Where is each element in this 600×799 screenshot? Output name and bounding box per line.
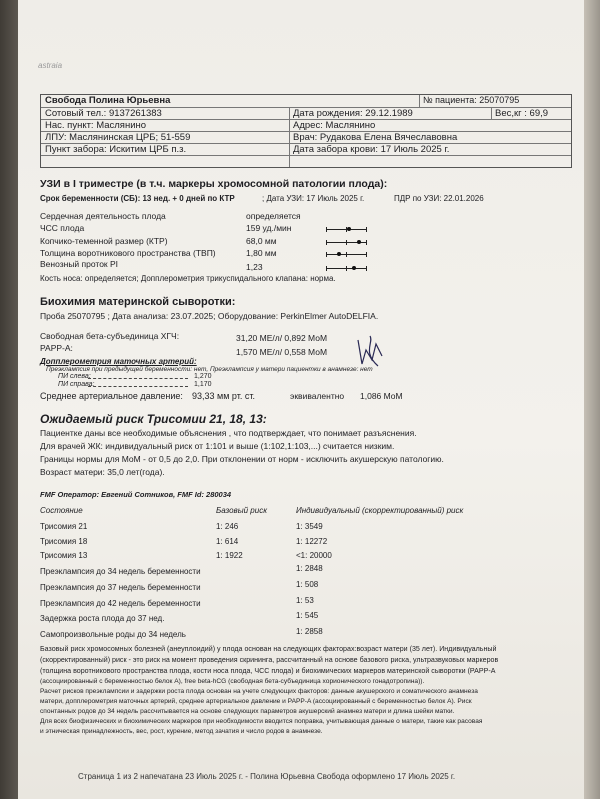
patient-lpu: ЛПУ: Маслянинская ЦРБ; 51-559 bbox=[45, 132, 191, 143]
explanation-line: и этническая принадлежность, вес, рост, курение, метод зачатия и число родов в анамнезе. bbox=[40, 728, 323, 735]
risk-row-ind: 1: 508 bbox=[296, 580, 319, 589]
risk-row-name: Самопроизвольные роды до 34 недель bbox=[40, 630, 186, 639]
risk-row-ind: 1: 2848 bbox=[296, 564, 323, 573]
risk-row-name: Трисомия 21 bbox=[40, 522, 88, 531]
pi-right-value: 1,170 bbox=[194, 381, 212, 388]
risk-row-name: Трисомия 13 bbox=[40, 551, 88, 560]
uzi-row-value: 159 уд./мин bbox=[246, 223, 292, 233]
pi-right-label: ПИ справа: bbox=[58, 381, 95, 388]
uzi-row-label: Венозный проток PI bbox=[40, 259, 119, 269]
sample-point: Пункт забора: Искитим ЦРБ п.з. bbox=[45, 144, 187, 155]
biochem-value: 1,570 МЕ/л/ 0,558 МоМ bbox=[236, 347, 328, 357]
doppler-title: Допплерометрия маточных артерий: bbox=[40, 357, 197, 366]
patient-header-table bbox=[40, 94, 572, 168]
risk-row-base: 1: 1922 bbox=[216, 551, 243, 560]
biochem-label: PAPP-A: bbox=[40, 343, 73, 353]
preeclampsia-history: Преэклампсия при предыдущей беременности: нет, Преэклампсия у матери пациентки в анамнезе: нет bbox=[46, 366, 373, 373]
patient-number: № пациента: 25070795 bbox=[423, 95, 520, 105]
sap-label: Среднее артериальное давление: bbox=[40, 391, 183, 401]
explanation-line: (толщина воротникового пространства плода, кости носа плода, ЧСС плода) и биохимических маркеров материнской сыворотки (PAPP-A bbox=[40, 667, 496, 675]
risk-row-ind: 1: 53 bbox=[296, 596, 314, 605]
pi-left-value: 1,270 bbox=[194, 373, 212, 380]
uzi-row-label: Копчико-теменной размер (КТР) bbox=[40, 236, 168, 246]
patient-name: Свобода Полина Юрьевна bbox=[45, 95, 171, 106]
biochem-value: 31,20 МЕ/л/ 0,892 МоМ bbox=[236, 333, 328, 343]
sap-value: 93,33 мм рт. ст. bbox=[192, 391, 255, 401]
sap-equivalent: эквивалентно bbox=[290, 391, 345, 401]
risk-row-ind: 1: 3549 bbox=[296, 522, 323, 531]
pi-right-scale bbox=[88, 386, 188, 388]
uzi-row-label: Сердечная деятельность плода bbox=[40, 211, 166, 221]
explanation-line: (ассоциированный с беременностью белок А), free beta-hCG (свободная бета-субъединица хорионического гонадотропина)). bbox=[40, 678, 425, 685]
explanation-line: Расчет рисков преэклампсии и задержки роста плода основан на учете следующих факторов: данные акушерского и соматического анамнеза bbox=[40, 688, 478, 695]
patient-doctor: Врач: Рудакова Елена Вячеславовна bbox=[293, 132, 458, 143]
pi-left-scale bbox=[88, 378, 188, 380]
col-state-header: Состояние bbox=[40, 506, 83, 515]
handwritten-signature bbox=[352, 330, 390, 370]
risk-row-ind: 1: 12272 bbox=[296, 537, 328, 546]
risk-row-base: 1: 614 bbox=[216, 537, 239, 546]
sample-date: Дата забора крови: 17 Июль 2025 г. bbox=[293, 144, 450, 155]
uzi-date: ; Дата УЗИ: 17 Июль 2025 г. bbox=[262, 194, 365, 203]
risk-row-ind: <1: 20000 bbox=[296, 551, 332, 560]
astraia-logo: astraia bbox=[38, 61, 63, 70]
risk-note: Для врачей ЖК: индивидуальный риск от 1:101 и выше (1:102,1:103,...) считается низким. bbox=[40, 441, 395, 451]
risk-row-base: 1: 246 bbox=[216, 522, 239, 531]
risk-row-name: Преэклампсия до 42 недель беременности bbox=[40, 599, 201, 608]
uzi-row-value: 68,0 мм bbox=[246, 236, 277, 246]
col-ind-header: Индивидуальный (скорректированный) риск bbox=[296, 506, 464, 515]
explanation-line: Базовый риск хромосомных болезней (анеуплоидий) у плода основан на следующих факторах:возраст матери (35 лет). Индивидуальный bbox=[40, 645, 497, 653]
probe-info: Проба 25070795 ; Дата анализа: 23.07.2025; Оборудование: PerkinElmer AutoDELFIA. bbox=[40, 311, 379, 321]
explanation-line: спонтанных родов до 34 недель рассчитывается на основе следующих параметров акушерский анамнез матери и длина шейки матки. bbox=[40, 708, 455, 715]
sap-mom: 1,086 МоМ bbox=[360, 391, 403, 401]
patient-place: Нас. пункт: Маслянино bbox=[45, 120, 147, 131]
explanation-line: Для всех биофизических и биохимических маркеров при необходимости вводится поправка, учитывающая данные о матери, такие как расовая bbox=[40, 718, 483, 725]
uzi-row-label: ЧСС плода bbox=[40, 223, 85, 233]
risk-row-ind: 1: 2858 bbox=[296, 627, 323, 636]
uzi-row-value: 1,23 bbox=[246, 262, 263, 272]
uzi-row-label: Толщина воротникового пространства (ТВП) bbox=[40, 248, 216, 258]
risk-row-ind: 1: 545 bbox=[296, 611, 319, 620]
patient-weight: Вес,кг : 69,9 bbox=[495, 108, 549, 119]
risk-note: Границы нормы для МоМ - от 0,5 до 2,0. При отклонении от норм - исключить акушерскую патологию. bbox=[40, 454, 444, 464]
risk-row-name: Трисомия 18 bbox=[40, 537, 88, 546]
page-footer: Страница 1 из 2 напечатана 23 Июль 2025 г. - Полина Юрьевна Свобода оформлено 17 Июль 2025 г. bbox=[78, 772, 456, 781]
risk-row-name: Задержка роста плода до 37 нед. bbox=[40, 614, 165, 623]
pi-left-label: ПИ слева: bbox=[58, 373, 91, 380]
risk-row-name: Преэклампсия до 37 недель беременности bbox=[40, 583, 201, 592]
patient-dob: Дата рождения: 29.12.1989 bbox=[293, 108, 413, 119]
uzi-row-value: определяется bbox=[246, 211, 301, 221]
risk-section-title: Ожидаемый риск Трисомии 21, 18, 13: bbox=[40, 412, 267, 426]
biochem-label: Свободная бета-субъединица ХГЧ: bbox=[40, 331, 180, 341]
report-page bbox=[18, 0, 584, 799]
explanation-line: матери, допплерометрия маточных артерий, среднее артериальное давление и PAPP-A (ассоциированный с беременностью белок А). Риск bbox=[40, 698, 472, 705]
patient-address: Адрес: Маслянино bbox=[293, 120, 376, 131]
patient-phone: Сотовый тел.: 9137261383 bbox=[45, 108, 162, 119]
col-base-header: Базовый риск bbox=[216, 506, 267, 515]
risk-note: Пациентке даны все необходимые объяснения , что подтверждает, что понимает разъяснения. bbox=[40, 428, 417, 438]
biochem-section-title: Биохимия материнской сыворотки: bbox=[40, 296, 236, 308]
nasal-bone-note: Кость носа: определяется; Допплерометрия трикуспидального клапана: норма. bbox=[40, 274, 336, 283]
explanation-line: (скорректированный) риск - это риск на момент проведения скрининга, рассчитанный на основе базового риска, ультразвуковых маркеров bbox=[40, 656, 499, 664]
gestation-age: Срок беременности (СБ): 13 нед. + 0 дней по КТР bbox=[40, 194, 235, 203]
pdr-date: ПДР по УЗИ: 22.01.2026 bbox=[394, 194, 484, 203]
uzi-row-value: 1,80 мм bbox=[246, 248, 277, 258]
fmf-operator: FMF Оператор: Евгений Сотников, FMF Id: 280034 bbox=[40, 490, 232, 499]
maternal-age: Возраст матери: 35,0 лет(года). bbox=[40, 467, 165, 477]
risk-row-name: Преэклампсия до 34 недель беременности bbox=[40, 567, 201, 576]
uzi-section-title: УЗИ в I триместре (в т.ч. маркеры хромосомной патологии плода): bbox=[40, 178, 388, 190]
